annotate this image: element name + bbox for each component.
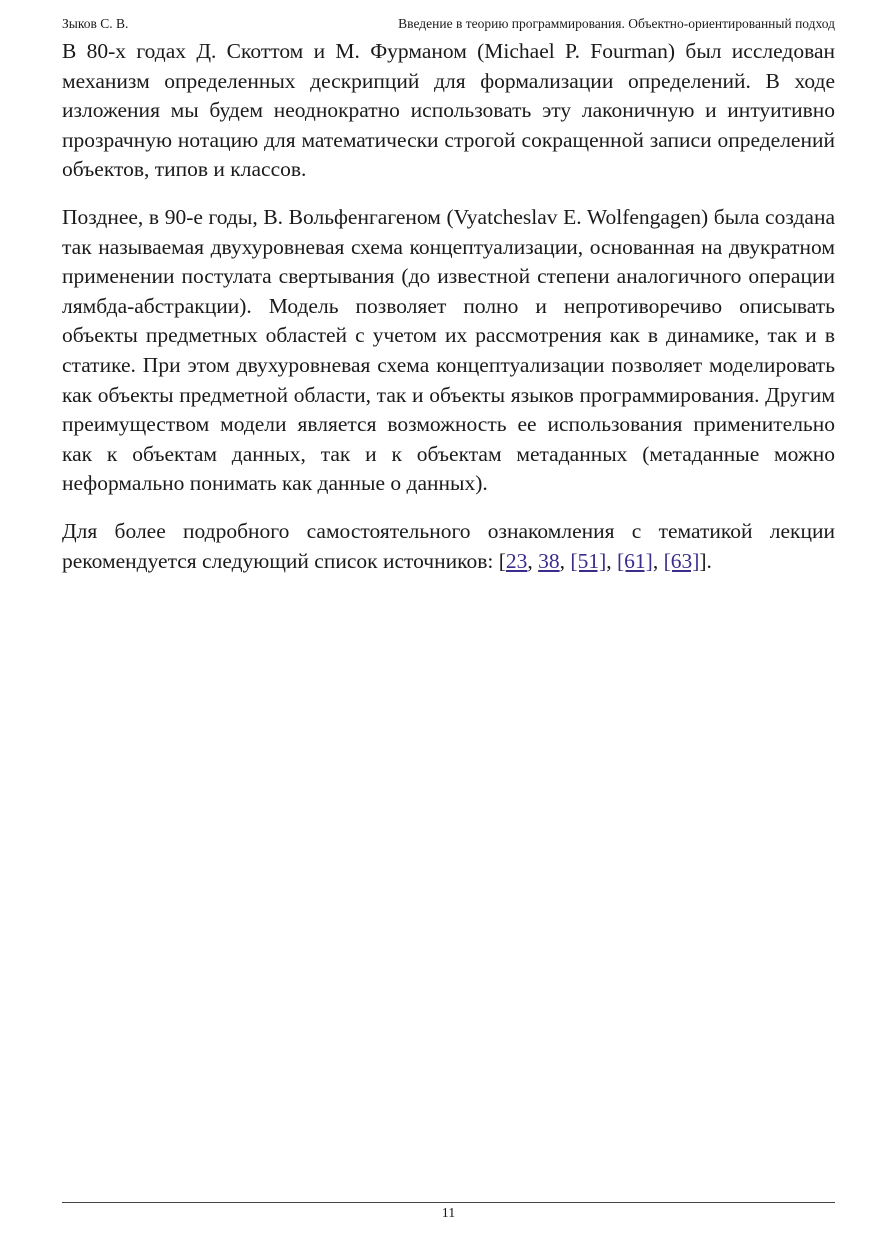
- header-course-title: Введение в теорию программирования. Объектно-ориентированный подход: [398, 16, 835, 31]
- footer-divider: [62, 1202, 835, 1203]
- paragraph-sources: Для более подробного самостоятельного ознакомления с тематикой лекции рекомендуется следующий список источников: [23, 38, [51], [61], [63]].: [62, 518, 835, 573]
- bracket-close: ].: [699, 548, 712, 573]
- header-author: Зыков С. В.: [62, 16, 129, 31]
- page-number: 11: [441, 1206, 456, 1221]
- reference-link-63[interactable]: [63]: [663, 548, 700, 573]
- sources-text: Для более подробного самостоятельного ознакомления с тематикой лекции рекомендуется следующий список источников:: [62, 518, 835, 573]
- reference-link-51[interactable]: [51]: [570, 548, 607, 573]
- reference-link-61[interactable]: [61]: [616, 548, 653, 573]
- page-body: [62, 37, 835, 594]
- bracket-open: [: [498, 548, 506, 573]
- running-header: [62, 16, 835, 36]
- paragraph-scott-fourman: В 80-х годах Д. Скоттом и М. Фурманом (Michael P. Fourman) был исследован механизм определенных дескрипций для формализации определений. В ходе изложения мы будем неоднократно использовать эту лаконичную и интуитивно прозрачную нотацию для математически строгой сокращенной записи определений объектов, типов и классов.: [62, 39, 835, 182]
- reference-link-38[interactable]: 38: [538, 548, 560, 573]
- reference-link-23[interactable]: 23: [505, 548, 528, 573]
- paragraph-wolfengagen: Позднее, в 90-е годы, В. Вольфенгагеном (Vyatcheslav E. Wolfengagen) была создана так называемая двухуровневая схема концептуализации, основанная на двукратном применении постулата свертывания (до известной степени аналогичного операции лямбда-абстракции). Модель позволяет полно и непротиворечиво описывать объекты предметных областей с учетом их рассмотрения как в динамике, так и в статике. При этом двухуровневая схема концептуализации позволяет моделировать как объекты предметной области, так и объекты языков программирования. Другим преимуществом модели является возможность ее использования применительно как к объектам данных, так и к объектам метаданных (метаданные можно неформально понимать как данные о данных).: [62, 204, 835, 496]
